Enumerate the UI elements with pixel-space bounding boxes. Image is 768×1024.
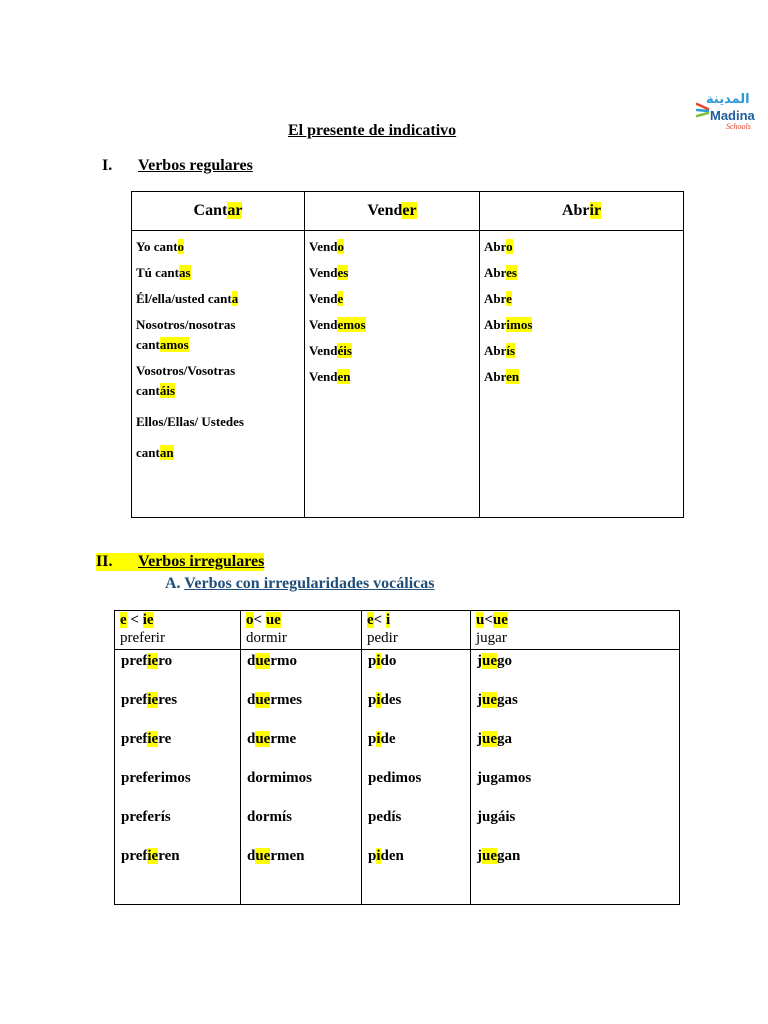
- conjugation-entry: Abrís: [484, 343, 516, 358]
- conjugation-entry: Abren: [484, 369, 520, 384]
- cantar-column: [132, 231, 305, 518]
- conjugation-entry: Vendes: [309, 265, 349, 280]
- section-2-number: II.: [96, 553, 113, 570]
- preferir-column: [115, 650, 241, 905]
- subsection-a-title: Verbos con irregularidades vocálicas: [184, 575, 435, 592]
- conjugation-entry: Yo canto: [136, 239, 185, 254]
- conjugation-entry: Vende: [309, 291, 344, 306]
- verb-form: pide: [368, 731, 396, 747]
- conjugation-entry: Él/ella/usted canta: [136, 291, 239, 306]
- jugar-column: [471, 650, 680, 905]
- section-1-heading: [102, 157, 253, 175]
- conjugation-entry: Vendo: [309, 239, 344, 254]
- col-header-vender: Vender: [305, 192, 480, 231]
- logo-arabic-text: المدينة: [706, 92, 750, 107]
- verb-form: dormís: [247, 809, 292, 825]
- irregular-verbs-table: [114, 610, 680, 905]
- conjugation-entry: Vendemos: [309, 317, 366, 332]
- verb-form: duermes: [247, 692, 302, 708]
- regular-verbs-table: [131, 191, 684, 518]
- conjugation-entry: Abro: [484, 239, 513, 254]
- verb-form: piden: [368, 848, 404, 864]
- verb-form: duermo: [247, 653, 297, 669]
- section-1-number: I.: [102, 157, 113, 174]
- verb-form: prefieren: [121, 848, 180, 864]
- conjugation-entry: Abrimos: [484, 317, 533, 332]
- conjugation-entry: Abres: [484, 265, 517, 280]
- header-o-ue: o< ue dormir: [241, 611, 362, 650]
- conjugation-entry: Nosotros/nosotras cantamos: [136, 317, 236, 352]
- verb-form: pedís: [368, 809, 402, 825]
- logo-name: Madina: [710, 108, 755, 123]
- verb-form: prefieres: [121, 692, 178, 708]
- section-2-heading: [96, 553, 264, 571]
- verb-form: juegan: [477, 848, 521, 864]
- verb-form: preferimos: [121, 770, 191, 786]
- verb-form: prefiere: [121, 731, 172, 747]
- vender-column: [305, 231, 480, 518]
- col-header-abrir: Abrir: [480, 192, 684, 231]
- verb-form: pides: [368, 692, 402, 708]
- subsection-a-letter: A.: [165, 575, 181, 592]
- verb-form: duerme: [247, 731, 297, 747]
- header-e-i: e< i pedir: [362, 611, 471, 650]
- pedir-column: [362, 650, 471, 905]
- verb-form: preferís: [121, 809, 171, 825]
- header-u-ue: u<ue jugar: [471, 611, 680, 650]
- section-2-title: Verbos irregulares: [138, 553, 265, 570]
- logo-tag: Schools: [726, 122, 751, 131]
- dormir-column: [241, 650, 362, 905]
- header-e-ie: e < ie preferir: [115, 611, 241, 650]
- document-title: El presente de indicativo: [288, 122, 457, 139]
- section-1-title: Verbos regulares: [138, 157, 253, 174]
- conjugation-entry: Vendéis: [309, 343, 352, 358]
- verb-form: juega: [477, 731, 512, 747]
- madina-schools-logo: [688, 88, 754, 144]
- conjugation-entry: Vosotros/Vosotras cantáis: [136, 363, 236, 398]
- verb-form: juegas: [477, 692, 518, 708]
- verb-form: prefiero: [121, 653, 173, 669]
- conjugation-entry: Abre: [484, 291, 512, 306]
- abrir-column: [480, 231, 684, 518]
- verb-form: jugamos: [477, 770, 532, 786]
- verb-form: dormimos: [247, 770, 312, 786]
- subsection-a-heading: [165, 575, 435, 593]
- verb-form: jugáis: [477, 809, 516, 825]
- conjugation-entry: Ellos/Ellas/ Ustedes cantan: [136, 414, 244, 460]
- verb-form: pido: [368, 653, 397, 669]
- col-header-cantar: Cantar: [132, 192, 305, 231]
- verb-form: duermen: [247, 848, 305, 864]
- conjugation-entry: Tú cantas: [136, 265, 191, 280]
- verb-form: pedimos: [368, 770, 422, 786]
- verb-form: juego: [477, 653, 512, 669]
- conjugation-entry: Venden: [309, 369, 351, 384]
